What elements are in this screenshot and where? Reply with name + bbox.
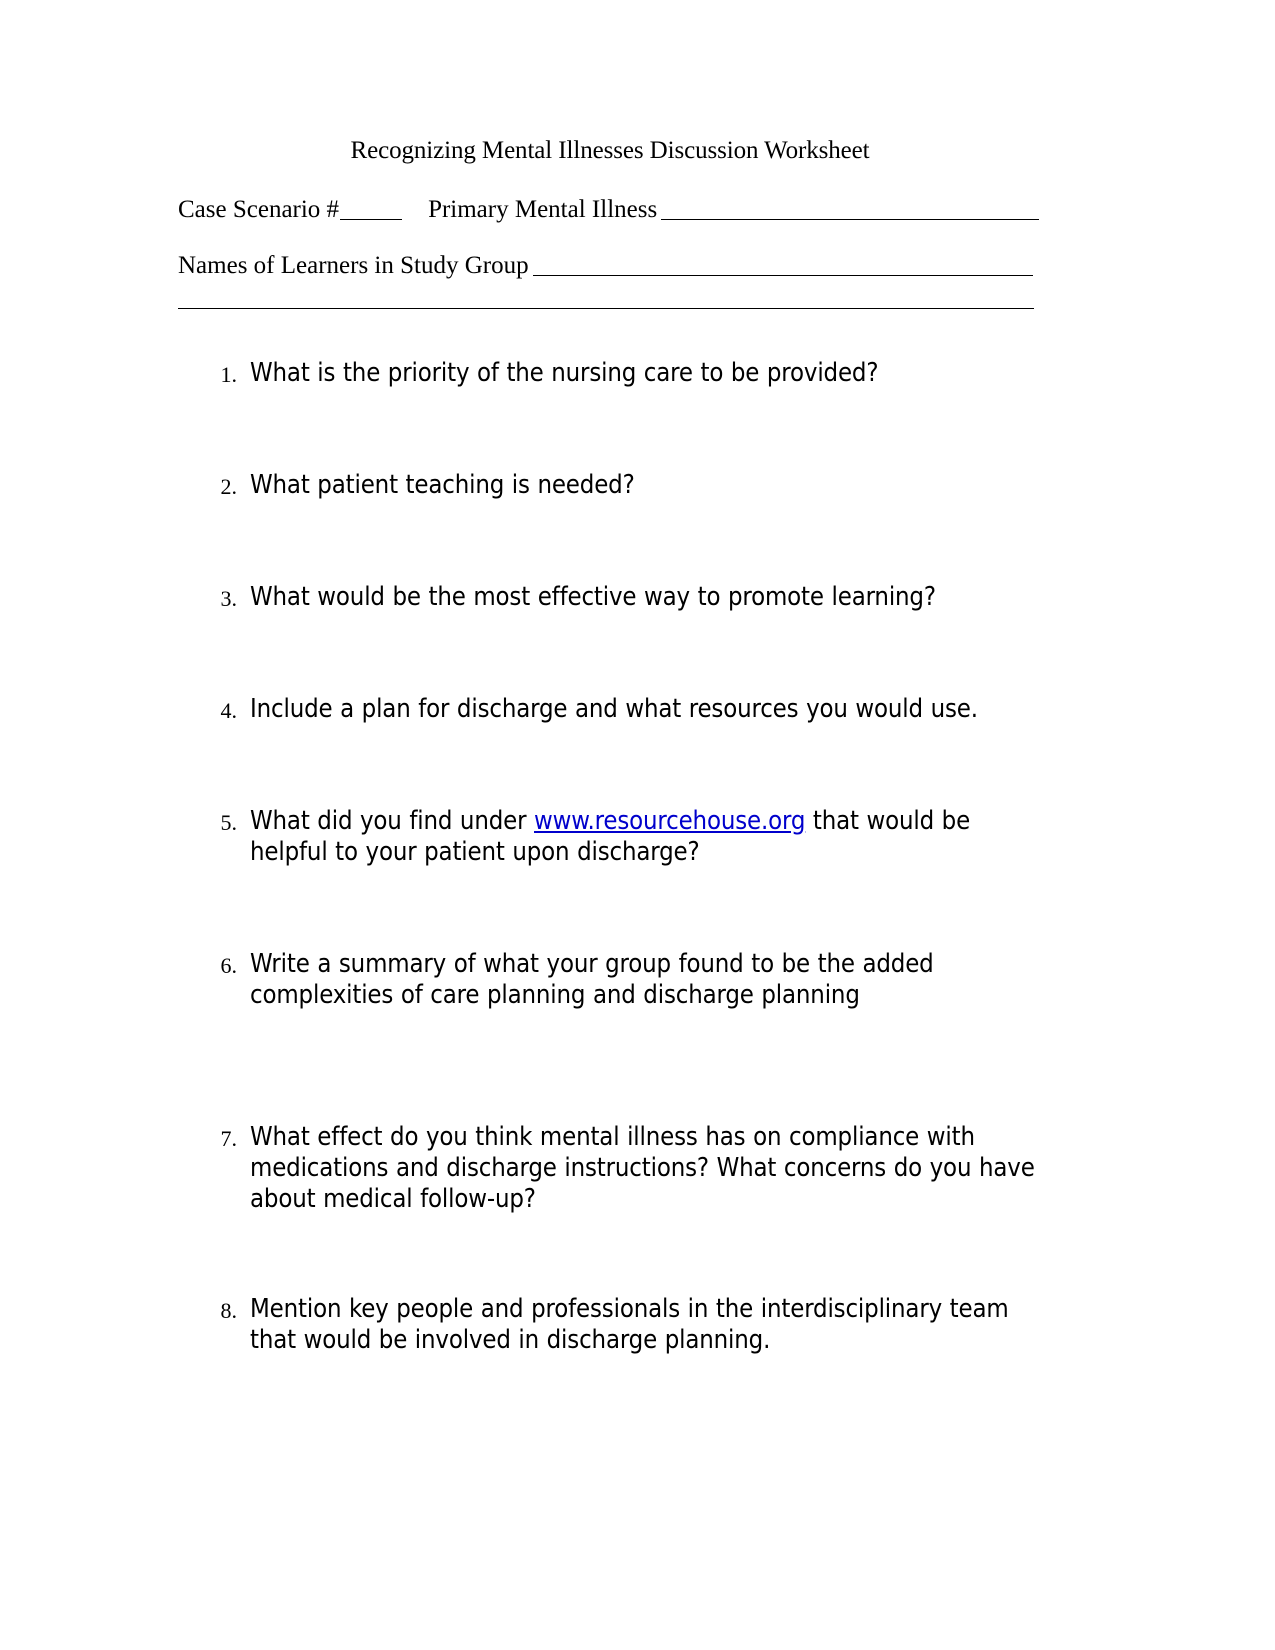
list-item-text: Mention key people and professionals in the interdisciplinary team that would be involved in discharge planning. bbox=[250, 1294, 1009, 1355]
list-item-number: 1. bbox=[220, 362, 237, 387]
question5-text-after: that would be helpful to your patient upon discharge? bbox=[250, 806, 971, 867]
list-item-text: What effect do you think mental illness has on compliance with medications and discharge instructions? What concerns do you have about medical follow-up? bbox=[250, 1122, 1035, 1214]
list-item-text bbox=[250, 806, 1049, 868]
primary-illness-blank[interactable] bbox=[661, 202, 1039, 220]
list-item-number: 5. bbox=[220, 810, 237, 835]
list-item bbox=[209, 694, 1049, 725]
list-item bbox=[209, 1122, 1049, 1215]
names-blank[interactable] bbox=[533, 258, 1033, 276]
case-scenario-blank[interactable] bbox=[340, 202, 402, 220]
case-scenario-label: Case Scenario # bbox=[178, 196, 340, 223]
question5-text-before: What did you find under bbox=[250, 806, 535, 836]
list-item-text: What is the priority of the nursing care to be provided? bbox=[250, 358, 879, 388]
list-item-number: 7. bbox=[220, 1126, 237, 1151]
page-title: Recognizing Mental Illnesses Discussion Worksheet bbox=[350, 137, 870, 164]
list-item-number: 8. bbox=[220, 1298, 237, 1323]
list-item bbox=[209, 806, 1049, 868]
question-list bbox=[209, 358, 1049, 1356]
case-scenario-row bbox=[178, 194, 1038, 226]
list-item-text: What would be the most effective way to promote learning? bbox=[250, 582, 936, 612]
list-item bbox=[209, 470, 1049, 501]
list-item bbox=[209, 358, 1049, 389]
resourcehouse-link[interactable]: www.resourcehouse.org bbox=[534, 806, 806, 836]
primary-illness-label: Primary Mental Illness bbox=[428, 196, 658, 223]
names-blank-second-line[interactable] bbox=[178, 308, 1034, 309]
list-item-number: 6. bbox=[220, 953, 237, 978]
list-item bbox=[209, 1294, 1049, 1356]
names-label: Names of Learners in Study Group bbox=[178, 252, 529, 279]
names-row bbox=[178, 250, 1038, 282]
list-item-text: Include a plan for discharge and what resources you would use. bbox=[250, 694, 978, 724]
list-item-text: Write a summary of what your group found to be the added complexities of care planning and discharge planning bbox=[250, 949, 934, 1010]
list-item-text: What patient teaching is needed? bbox=[250, 470, 635, 500]
list-item-number: 3. bbox=[220, 586, 237, 611]
list-item-number: 2. bbox=[220, 474, 237, 499]
list-item bbox=[209, 582, 1049, 613]
list-item bbox=[209, 949, 1049, 1011]
worksheet-header bbox=[178, 136, 1038, 309]
list-item-number: 4. bbox=[220, 698, 237, 723]
